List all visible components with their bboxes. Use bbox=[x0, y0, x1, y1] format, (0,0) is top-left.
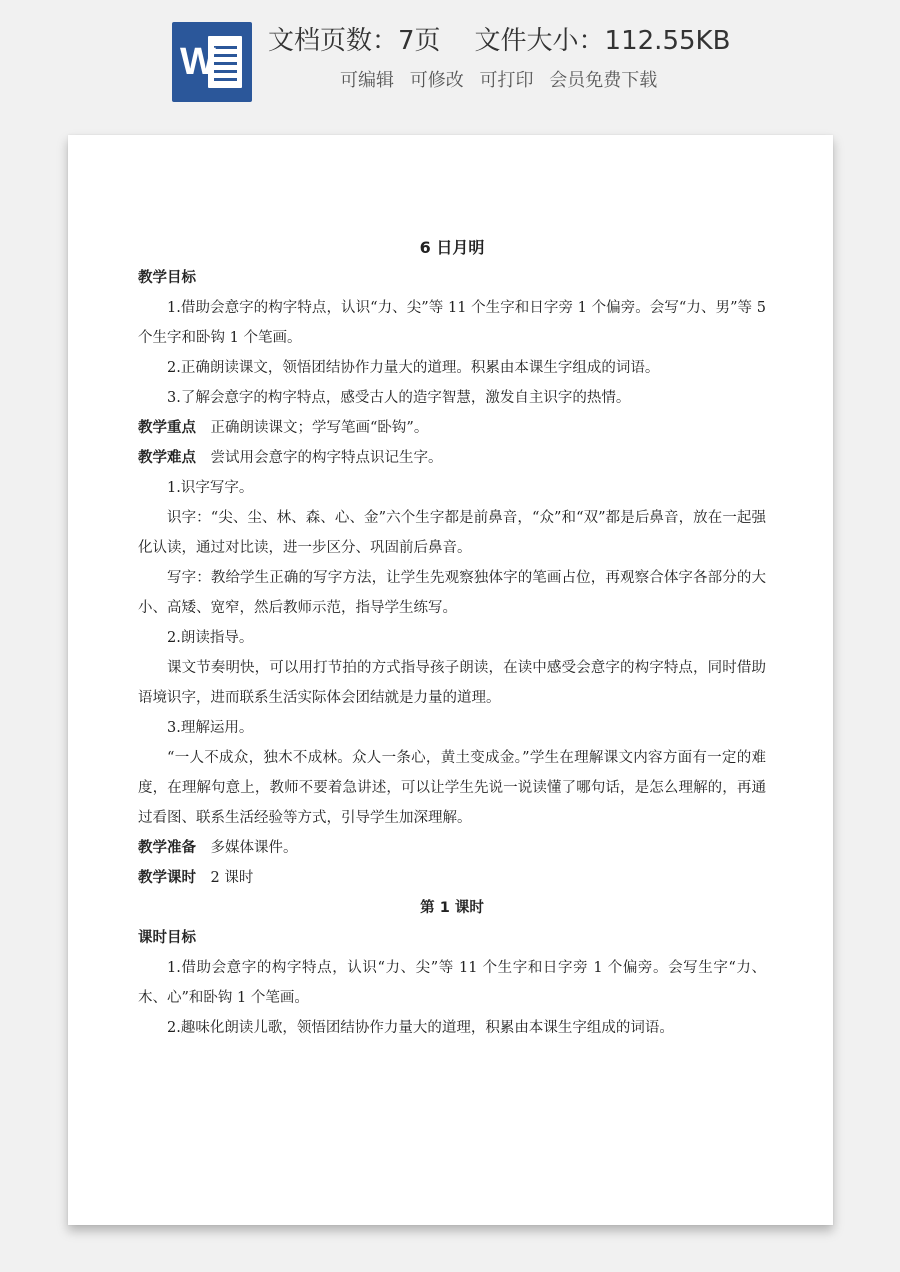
key-point bbox=[138, 413, 766, 443]
key-point-label: 教学重点 bbox=[138, 420, 196, 436]
feature-editable: 可编辑 bbox=[340, 70, 394, 91]
file-size: 文件大小：112.55KB bbox=[474, 26, 731, 56]
section-heading: 3.理解运用。 bbox=[167, 720, 254, 736]
difficulty bbox=[138, 443, 766, 473]
feature-list bbox=[340, 66, 667, 92]
section-paragraph: 写字：教给学生正确的写字方法，让学生先观察独体字的笔画占位，再观察合体字各部分的大小、高矮、宽窄，然后教师示范，指导学生练写。 bbox=[138, 570, 766, 616]
class-hours-text: 2 课时 bbox=[210, 870, 254, 886]
difficulty-label: 教学难点 bbox=[138, 450, 196, 466]
class-hours-label: 教学课时 bbox=[138, 870, 196, 886]
lesson-goals-heading: 课时目标 bbox=[138, 930, 196, 946]
section-heading: 2.朗读指导。 bbox=[167, 630, 254, 646]
preparation bbox=[138, 833, 766, 863]
preparation-label: 教学准备 bbox=[138, 840, 196, 856]
feature-member-download: 会员免费下载 bbox=[549, 70, 658, 91]
feature-printable: 可打印 bbox=[479, 70, 534, 91]
class-hours bbox=[138, 863, 766, 893]
lesson-title: 第 1 课时 bbox=[420, 900, 484, 916]
goal-item: 2.正确朗读课文，领悟团结协作力量大的道理。积累由本课生字组成的词语。 bbox=[167, 360, 660, 376]
document-content bbox=[138, 235, 766, 1043]
document-title: 6 日月明 bbox=[419, 238, 485, 257]
goal-item: 1.借助会意字的构字特点，认识“力、尖”等 11 个生字和日字旁 1 个偏旁。会写“力、男”等 5 个生字和卧钩 1 个笔画。 bbox=[138, 300, 766, 346]
document-info-header bbox=[0, 0, 900, 120]
section-heading: 1.识字写字。 bbox=[167, 480, 254, 496]
key-point-text: 正确朗读课文；学写笔画“卧钩”。 bbox=[210, 420, 429, 436]
difficulty-text: 尝试用会意字的构字特点识记生字。 bbox=[210, 450, 443, 466]
goals-heading: 教学目标 bbox=[138, 270, 196, 286]
word-document-icon: W bbox=[172, 22, 252, 102]
document-meta bbox=[268, 20, 730, 57]
preparation-text: 多媒体课件。 bbox=[210, 840, 298, 856]
lesson-goal-item: 1.借助会意字的构字特点，认识“力、尖”等 11 个生字和日字旁 1 个偏旁。会写生字“力、木、心”和卧钩 1 个笔画。 bbox=[138, 960, 766, 1006]
lesson-goal-item: 2.趣味化朗读儿歌，领悟团结协作力量大的道理，积累由本课生字组成的词语。 bbox=[167, 1020, 674, 1036]
section-paragraph: 课文节奏明快，可以用打节拍的方式指导孩子朗读，在读中感受会意字的构字特点，同时借助语境识字，进而联系生活实际体会团结就是力量的道理。 bbox=[138, 660, 766, 706]
section-paragraph: “一人不成众，独木不成林。众人一条心，黄土变成金。”学生在理解课文内容方面有一定的难度，在理解句意上，教师不要着急讲述，可以让学生先说一说读懂了哪句话，是怎么理解的，再通过看图、联系生活经验等方式，引导学生加深理解。 bbox=[138, 750, 766, 826]
document-page bbox=[68, 135, 833, 1225]
page-count: 文档页数：7页 bbox=[268, 26, 441, 56]
goal-item: 3.了解会意字的构字特点，感受古人的造字智慧，激发自主识字的热情。 bbox=[167, 390, 631, 406]
feature-modifiable: 可修改 bbox=[409, 70, 464, 91]
section-paragraph: 识字：“尖、尘、林、森、心、金”六个生字都是前鼻音，“众”和“双”都是后鼻音，放在一起强化认读，通过对比读，进一步区分、巩固前后鼻音。 bbox=[138, 510, 766, 556]
